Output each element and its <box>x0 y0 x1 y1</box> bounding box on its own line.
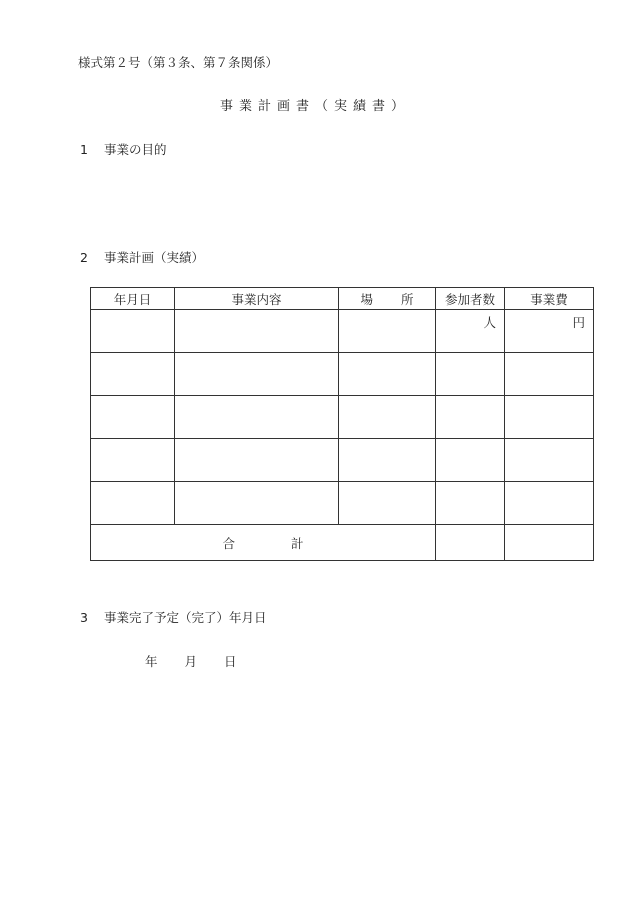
participants-unit: 人 <box>483 315 496 330</box>
date-day-label: 日 <box>224 654 237 669</box>
cost-cell[interactable] <box>505 310 594 353</box>
cost-unit: 円 <box>572 315 585 330</box>
content-cell[interactable] <box>175 482 339 525</box>
table-row <box>91 482 594 525</box>
content-cell[interactable] <box>175 439 339 482</box>
cost-cell[interactable] <box>505 353 594 396</box>
place-cell[interactable] <box>339 396 436 439</box>
table-row <box>91 310 594 353</box>
participants-cell[interactable] <box>436 353 505 396</box>
participants-cell[interactable] <box>436 310 505 353</box>
header-place-a: 場 <box>360 291 373 307</box>
date-cell[interactable] <box>91 439 175 482</box>
total-label-a: 合 <box>222 535 235 551</box>
date-cell[interactable] <box>91 310 175 353</box>
place-cell[interactable] <box>339 310 436 353</box>
participants-cell[interactable] <box>436 396 505 439</box>
section-1-label: 事業の目的 <box>104 142 167 157</box>
date-year-label: 年 <box>145 654 158 669</box>
table-row <box>91 439 594 482</box>
total-cost-cell[interactable] <box>505 525 594 561</box>
content-cell[interactable] <box>175 353 339 396</box>
place-cell[interactable] <box>339 353 436 396</box>
date-cell[interactable] <box>91 482 175 525</box>
plan-table <box>90 287 594 561</box>
participants-cell[interactable] <box>436 482 505 525</box>
section-2-label: 事業計画（実績） <box>104 250 205 265</box>
header-participants: 参加者数 <box>436 288 505 310</box>
cost-cell[interactable] <box>505 482 594 525</box>
total-label <box>91 525 436 561</box>
place-cell[interactable] <box>339 439 436 482</box>
completion-date-line <box>145 652 237 670</box>
header-date: 年月日 <box>91 288 175 310</box>
participants-cell[interactable] <box>436 439 505 482</box>
header-place <box>339 288 436 310</box>
table-row <box>91 396 594 439</box>
cost-cell[interactable] <box>505 439 594 482</box>
total-label-b: 計 <box>291 535 304 551</box>
cost-cell[interactable] <box>505 396 594 439</box>
section-3-heading <box>80 608 267 626</box>
date-month-label: 月 <box>184 654 198 669</box>
total-row <box>91 525 594 561</box>
table-header-row <box>91 288 594 310</box>
section-3-number: 3 <box>80 610 88 625</box>
header-place-b: 所 <box>401 291 414 307</box>
header-cost: 事業費 <box>505 288 594 310</box>
section-3-label: 事業完了予定（完了）年月日 <box>104 610 267 625</box>
header-content: 事業内容 <box>175 288 339 310</box>
place-cell[interactable] <box>339 482 436 525</box>
date-cell[interactable] <box>91 396 175 439</box>
document-title: 事業計画書（実績書） <box>219 99 410 114</box>
section-1-heading <box>80 140 167 158</box>
content-cell[interactable] <box>175 310 339 353</box>
total-participants-cell[interactable] <box>436 525 505 561</box>
section-2-heading <box>80 248 204 266</box>
date-cell[interactable] <box>91 353 175 396</box>
section-2-number: 2 <box>80 250 88 265</box>
table-row <box>91 353 594 396</box>
form-number: 様式第２号（第３条、第７条関係） <box>78 55 279 70</box>
section-1-number: 1 <box>80 142 88 157</box>
content-cell[interactable] <box>175 396 339 439</box>
